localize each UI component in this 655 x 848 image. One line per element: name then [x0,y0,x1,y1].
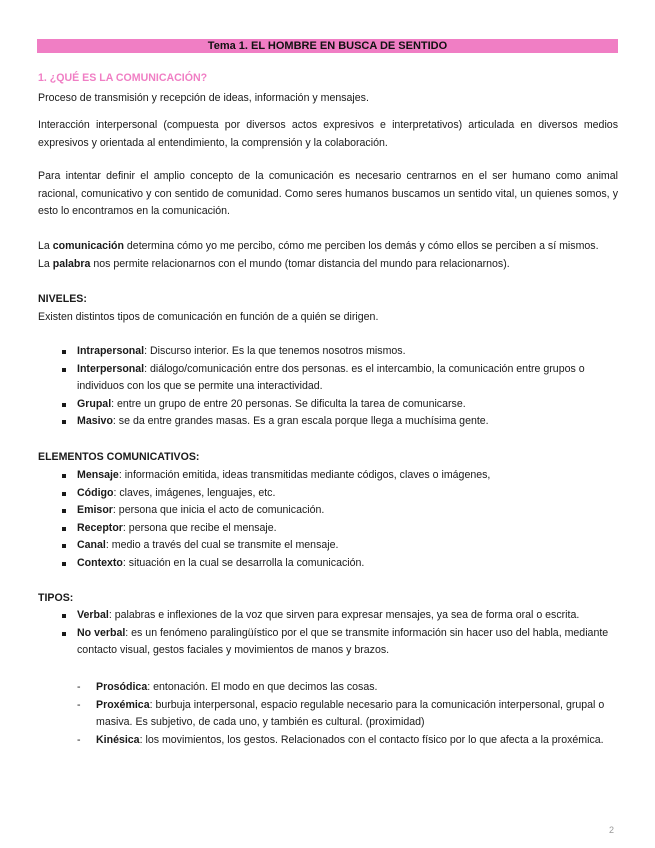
sub-list-item [96,732,618,750]
bold-term: Receptor [77,521,123,534]
tipos-list [77,607,618,660]
item-text: : información emitida, ideas transmitidas mediante códigos, claves o imágenes, [118,469,491,481]
bold-term: No verbal [77,626,126,639]
text-fragment: determina cómo yo me percibo, cómo me perciben los demás y cómo ellos se perciben a sí mismos. [123,240,599,252]
bold-term: comunicación [52,240,124,252]
bold-term: Canal [77,539,106,551]
elementos-heading: ELEMENTOS COMUNICATIVOS: [38,451,200,463]
list-item [77,485,618,503]
item-text: : persona que recibe el mensaje. [122,521,277,534]
item-text: : palabras e inflexiones de la voz que sirven para expresar mensajes, ya sea de forma oral o escrita. [108,609,580,621]
bold-term: Prosódica [96,681,148,693]
text-fragment: La [38,257,53,270]
list-item [77,502,618,520]
bold-term: Kinésica [96,733,140,746]
list-item [77,625,618,660]
bold-term: Mensaje [77,469,119,481]
paragraph-communication [38,238,618,273]
bold-term: Interpersonal [77,362,145,375]
list-item [77,396,618,414]
bold-term: Intrapersonal [77,345,145,357]
list-item [77,343,618,361]
niveles-list [77,343,618,431]
sub-list-item [96,679,618,697]
item-text: : medio a través del cual se transmite el mensaje. [105,539,339,551]
document-title: Tema 1. EL HOMBRE EN BUSCA DE SENTIDO [37,39,618,53]
text-fragment: nos permite relacionarnos con el mundo (tomar distancia del mundo para relacionarnos). [90,257,510,270]
bold-term: Grupal [77,397,112,410]
item-text: : Discurso interior. Es la que tenemos nosotros mismos. [144,345,406,357]
niveles-intro: Existen distintos tipos de comunicación en función de a quién se dirigen. [38,311,379,323]
bold-term: Código [77,486,114,499]
list-item [77,520,618,538]
item-text: : persona que inicia el acto de comunicación. [112,504,325,516]
section-heading: 1. ¿QUÉ ES LA COMUNICACIÓN? [38,72,208,84]
sub-list-item [96,697,618,732]
item-text: : diálogo/comunicación entre dos personas. es el intercambio, la comunicación entre grupos o individuos con los que se permite una interactividad. [77,362,585,392]
item-text: : burbuja interpersonal, espacio regulable necesario para la comunicación interpersonal, grupal o masiva. Es subjetivo, de cada uno, y también es cultural. (proximidad) [96,698,605,728]
item-text: : situación en la cual se desarrolla la comunicación. [122,556,365,569]
niveles-heading: NIVELES: [38,293,87,305]
paragraph-definition: Proceso de transmisión y recepción de ideas, información y mensajes. [38,92,369,104]
list-item [77,361,618,396]
bold-term: palabra [52,257,91,270]
bold-term: Emisor [77,504,113,516]
bold-term: Proxémica [96,698,150,711]
tipos-heading: TIPOS: [38,592,74,604]
item-text: : entre un grupo de entre 20 personas. Se dificulta la tarea de comunicarse. [111,397,466,410]
list-item [77,413,618,431]
bold-term: Verbal [77,609,109,621]
list-item [77,607,618,625]
page-number: 2 [609,825,615,835]
tipos-sublist [96,679,618,749]
item-text: : entonación. El modo en que decimos las cosas. [147,681,378,693]
item-text: : es un fenómeno paralingüístico por el que se transmite información sin hacer uso del habla, mediante contacto visual, gestos faciales y movimientos de manos y brazos. [77,626,609,656]
item-text: : claves, imágenes, lenguajes, etc. [113,486,276,499]
item-text: : se da entre grandes masas. Es a gran escala porque llega a muchísima gente. [112,415,489,427]
paragraph-human: Para intentar definir el amplio concepto de la comunicación es necesario centrarnos en el ser humano como animal racional, comunicativo y con sentido de comunidad. Como seres humanos buscamos un sentido vital, un quienes somos, y esto lo encontramos en la comunicación. [38,170,618,217]
list-item [77,555,618,573]
text-fragment: La [38,240,53,252]
list-item [77,467,618,485]
paragraph-interaction: Interacción interpersonal (compuesta por diversos actos expresivos e interpretativos) articulada en diversos medios expresivos y orientada al entendimiento, la comprensión y la colaboración. [38,119,618,149]
elementos-list [77,467,618,572]
bold-term: Masivo [77,415,113,427]
item-text: : los movimientos, los gestos. Relacionados con el contacto físico por lo que afecta a la proxémica. [139,733,604,746]
list-item [77,537,618,555]
bold-term: Contexto [77,556,123,569]
